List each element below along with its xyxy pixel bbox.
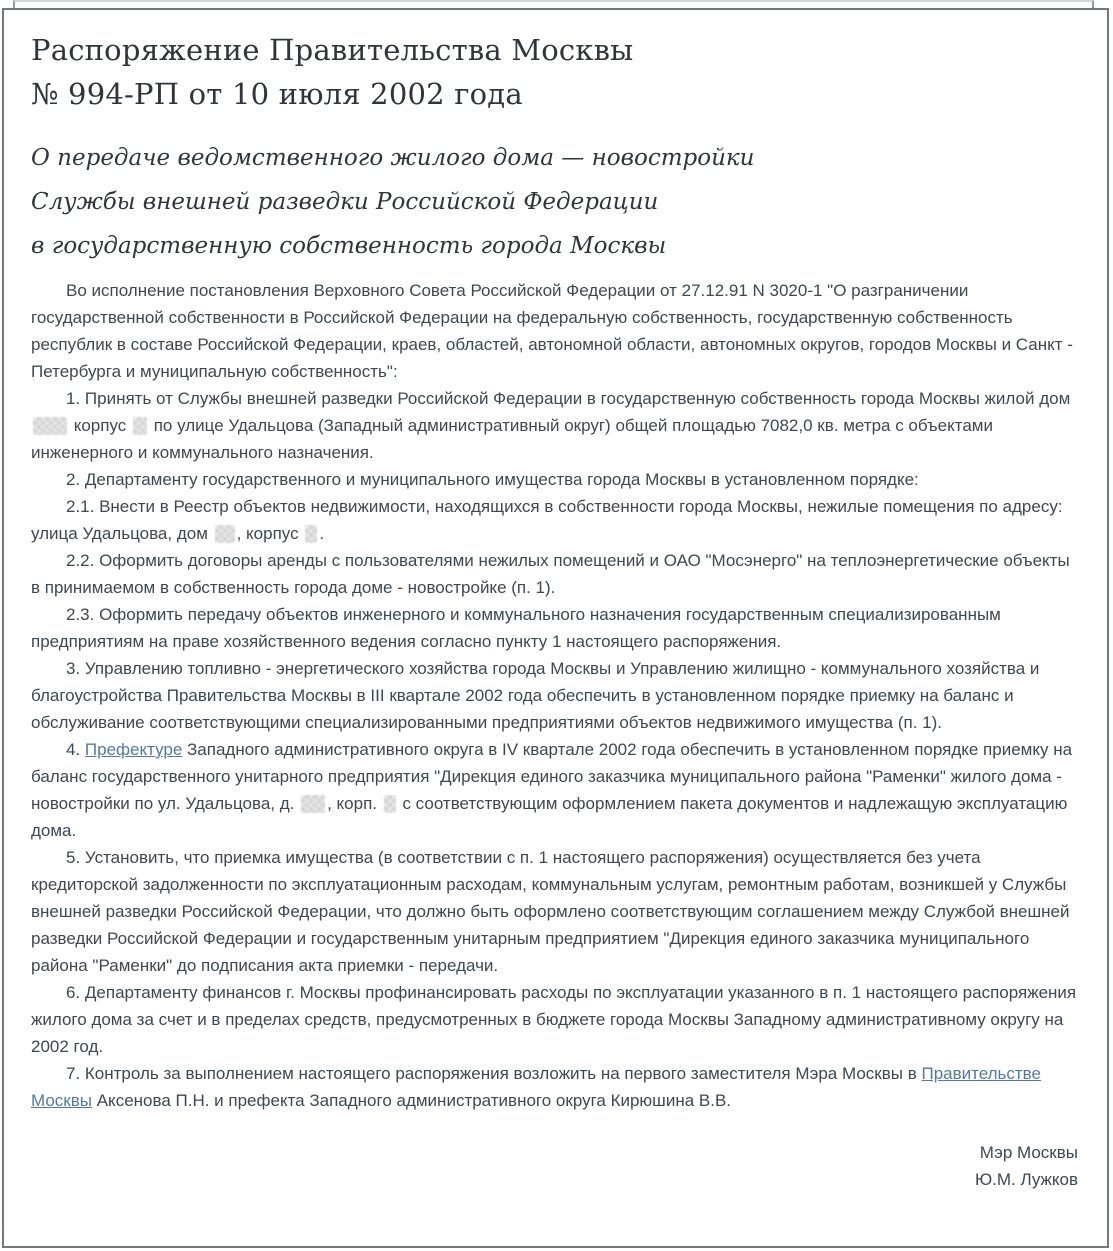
redacted-area bbox=[301, 795, 325, 813]
document-title bbox=[31, 28, 1078, 116]
text-segment: 3. Управлению топливно - энергетического хозяйства города Москвы и Управлению жилищно - коммунального хозяйства и благоустройства Правительства Москвы в III квартале 2002 года обеспечить в установленном порядке приемку на баланс и обслуживание соответствующими специализированными предприятиями объектов недвижимого имущества (п. 1). bbox=[31, 659, 1040, 732]
text-segment: 2.3. Оформить передачу объектов инженерного и коммунального назначения государственным специализированным предприятиям на праве хозяйственного ведения согласно пункту 1 настоящего распоряжения. bbox=[31, 605, 1001, 651]
paragraph bbox=[31, 601, 1078, 655]
text-segment: 1. Принять от Службы внешней разведки Российской Федерации в государственную собственность города Москвы жилой дом bbox=[66, 389, 1071, 408]
text-segment: , корпус bbox=[236, 524, 304, 543]
text-segment: Аксенова П.Н. и префекта Западного административного округа Кирюшина В.В. bbox=[92, 1091, 732, 1110]
text-segment: 2. Департаменту государственного и муниципального имущества города Москвы в установленном порядке: bbox=[66, 470, 919, 489]
text-segment: Во исполнение постановления Верховного Совета Российской Федерации от 27.12.91 N 3020-1 "О разграничении государственной собственности в Российской Федерации на федеральную собственность, государственную собственность республик в составе Российской Федерации, краев, областей, автономной области, автономных округов, городов Москвы и Санкт - Петербурга и муниципальную собственность": bbox=[31, 281, 1073, 381]
text-segment: 2.1. Внести в Реестр объектов недвижимости, находящихся в собственности города Москвы, нежилые помещения по адресу: улица Удальцова, дом bbox=[31, 497, 1063, 543]
subtitle-line-1: О передаче ведомственного жилого дома — новостройки bbox=[31, 145, 755, 171]
text-segment: . bbox=[319, 524, 325, 543]
text-segment: по улице Удальцова (Западный административный округ) общей площадью 7082,0 кв. метра с объектами инженерного и коммунального назначения. bbox=[31, 416, 993, 462]
text-segment: 4. bbox=[66, 740, 85, 759]
document-frame bbox=[2, 8, 1109, 1248]
document-body bbox=[31, 277, 1078, 1114]
text-segment: 6. Департаменту финансов г. Москвы профинансировать расходы по эксплуатации указанного в п. 1 настоящего распоряжения жилого дома за счет и в пределах средств, предусмотренных в бюджете города Москвы Западному административному округу на 2002 год. bbox=[31, 983, 1077, 1056]
title-line-2: № 994-РП от 10 июля 2002 года bbox=[31, 77, 523, 111]
paragraph bbox=[31, 547, 1078, 601]
subtitle-line-2: Службы внешней разведки Российской Федерации bbox=[31, 189, 659, 215]
paragraph bbox=[31, 466, 1078, 493]
paragraph bbox=[31, 655, 1078, 736]
paragraph bbox=[31, 493, 1078, 547]
document-subtitle bbox=[31, 136, 1078, 268]
prefecture-link[interactable]: Префектуре bbox=[84, 740, 183, 759]
signature-name: Ю.М. Лужков bbox=[974, 1170, 1078, 1189]
paragraph bbox=[31, 979, 1078, 1060]
redacted-area bbox=[305, 525, 317, 543]
paragraph bbox=[31, 844, 1078, 979]
text-segment: , корп. bbox=[327, 794, 382, 813]
redacted-area bbox=[215, 525, 235, 543]
paragraph bbox=[31, 1060, 1078, 1114]
text-segment: 2.2. Оформить договоры аренды с пользователями нежилых помещений и ОАО "Мосэнерго" на теплоэнергетические объекты в принимаемом в собственность города доме - новостройке (п. 1). bbox=[31, 551, 1070, 597]
title-line-1: Распоряжение Правительства Москвы bbox=[31, 33, 634, 67]
moscow-government-link[interactable]: Правительстве Москвы bbox=[31, 1064, 1041, 1110]
signature-block bbox=[31, 1139, 1078, 1193]
paragraph bbox=[31, 736, 1078, 844]
text-segment: корпус bbox=[69, 416, 131, 435]
text-segment: с соответствующим оформлением пакета документов и надлежащую эксплуатацию дома. bbox=[31, 794, 1068, 840]
signature-title: Мэр Москвы bbox=[979, 1143, 1078, 1162]
text-segment: 7. Контроль за выполнением настоящего распоряжения возложить на первого заместителя Мэра Москвы в bbox=[66, 1064, 922, 1083]
redacted-area bbox=[33, 417, 67, 435]
paragraph bbox=[31, 277, 1078, 385]
paragraph bbox=[31, 385, 1078, 466]
text-segment: 5. Установить, что приемка имущества (в соответствии с п. 1 настоящего распоряжения) осуществляется без учета кредиторской задолженности по эксплуатационным расходам, коммунальным услугам, ремонтным работам, возникшей у Службы внешней разведки Российской Федерации, что должно быть оформлено соответствующим соглашением между Службой внешней разведки Российской Федерации и государственным унитарным предприятием "Дирекция единого заказчика муниципального района "Раменки" до подписания акта приемки - передачи. bbox=[31, 848, 1070, 975]
subtitle-line-3: в государственную собственность города Москвы bbox=[31, 233, 667, 259]
redacted-area bbox=[133, 417, 147, 435]
redacted-area bbox=[384, 795, 396, 813]
text-segment: Западного административного округа в IV квартале 2002 года обеспечить в установленном порядке приемку на баланс государственного унитарного предприятия "Дирекция единого заказчика муниципального района "Раменки" жилого дома - новостройки по ул. Удальцова, д. bbox=[31, 740, 1073, 813]
